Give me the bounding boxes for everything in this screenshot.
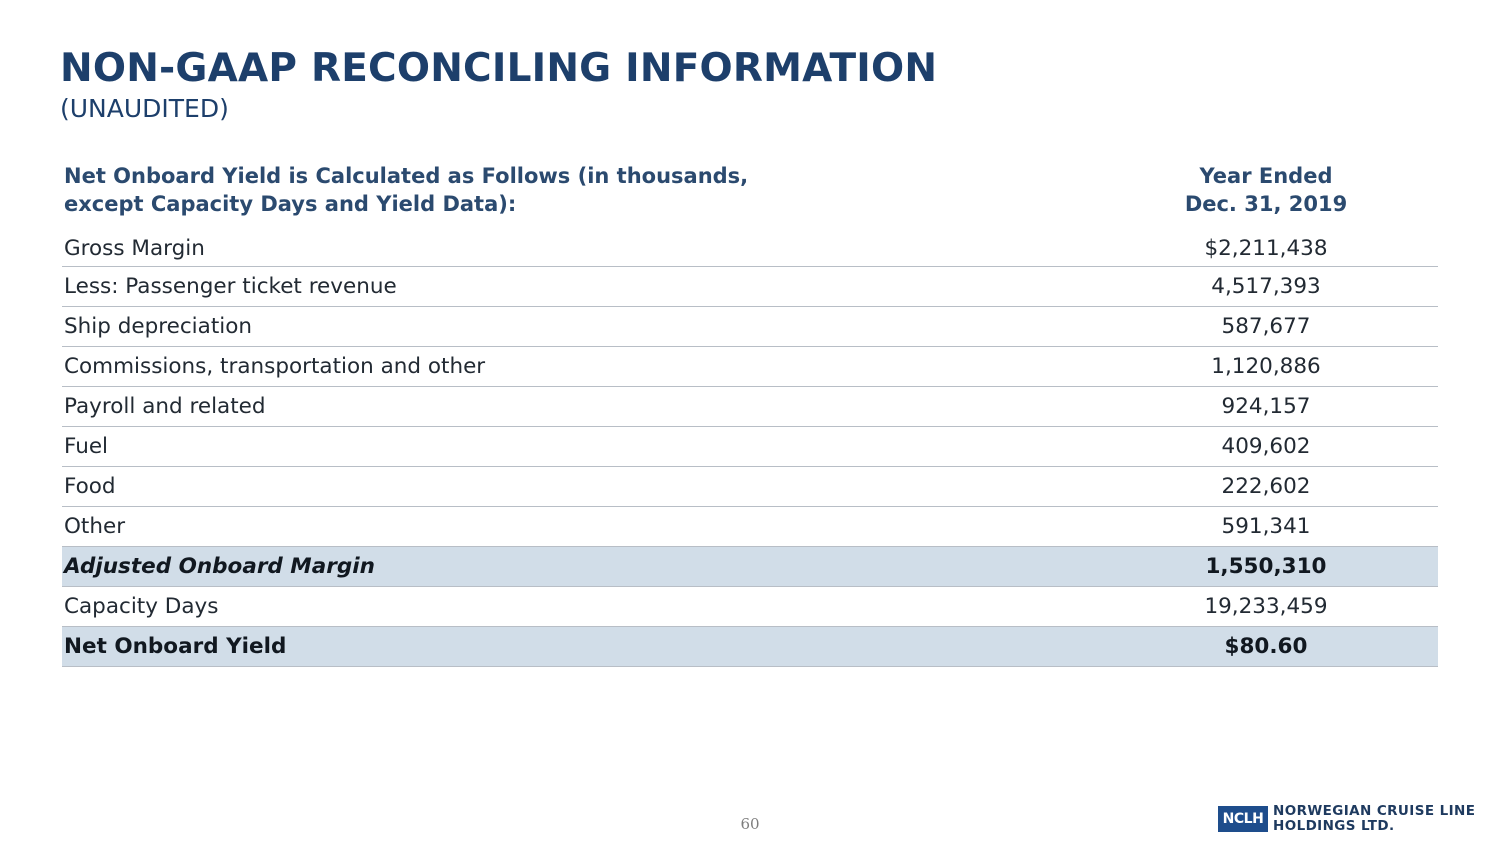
row-value: 591,341 bbox=[1221, 514, 1311, 539]
logo-text-line1: NORWEGIAN CRUISE LINE bbox=[1273, 803, 1476, 819]
row-value: 4,517,393 bbox=[1211, 274, 1321, 299]
table-header bbox=[62, 162, 1438, 230]
row-value: $2,211,438 bbox=[1204, 235, 1328, 261]
table-heading bbox=[62, 162, 784, 230]
row-value: 587,677 bbox=[1221, 314, 1311, 339]
table-row-gross-margin bbox=[62, 230, 1438, 267]
table-row-capacity-days bbox=[62, 587, 1438, 627]
row-label: Food bbox=[64, 474, 116, 499]
row-label: Payroll and related bbox=[64, 394, 266, 419]
row-value: $80.60 bbox=[1224, 634, 1308, 659]
row-label: Adjusted Onboard Margin bbox=[64, 554, 375, 579]
table-row-commissions bbox=[62, 347, 1438, 387]
row-label: Commissions, transportation and other bbox=[64, 354, 486, 379]
row-label: Gross Margin bbox=[64, 235, 205, 261]
table-row-adjusted-onboard-margin bbox=[62, 547, 1438, 587]
row-label: Capacity Days bbox=[64, 594, 219, 619]
nclh-logo-mark: NCLH bbox=[1218, 806, 1268, 832]
table-row-payroll bbox=[62, 387, 1438, 427]
logo-text bbox=[1273, 804, 1475, 834]
row-value: 409,602 bbox=[1221, 434, 1311, 459]
page-number: 60 bbox=[740, 815, 760, 833]
row-value: 1,120,886 bbox=[1211, 354, 1321, 379]
table-row-net-onboard-yield bbox=[62, 627, 1438, 667]
row-value: 1,550,310 bbox=[1205, 554, 1327, 579]
column-header-line2: Dec. 31, 2019 bbox=[1184, 192, 1348, 216]
row-label: Less: Passenger ticket revenue bbox=[64, 274, 397, 299]
table-row-passenger-ticket-revenue bbox=[62, 267, 1438, 307]
logo-text-line2: HOLDINGS LTD. bbox=[1273, 818, 1395, 834]
row-label: Net Onboard Yield bbox=[64, 634, 287, 659]
table-heading-line2: except Capacity Days and Yield Data): bbox=[64, 192, 517, 216]
table-row-food bbox=[62, 467, 1438, 507]
table-row-ship-depreciation bbox=[62, 307, 1438, 347]
company-logo bbox=[1218, 804, 1475, 834]
column-header-line1: Year Ended bbox=[1199, 164, 1333, 188]
page-title: NON-GAAP RECONCILING INFORMATION bbox=[60, 46, 938, 91]
row-label: Fuel bbox=[64, 434, 109, 459]
row-label: Other bbox=[64, 514, 126, 539]
column-header-year bbox=[1116, 162, 1416, 230]
page-subtitle: (UNAUDITED) bbox=[60, 94, 229, 123]
row-value: 222,602 bbox=[1221, 474, 1311, 499]
row-label: Ship depreciation bbox=[64, 314, 252, 339]
table-heading-line1: Net Onboard Yield is Calculated as Follows (in thousands, bbox=[64, 164, 749, 188]
row-value: 924,157 bbox=[1221, 394, 1311, 419]
table-row-fuel bbox=[62, 427, 1438, 467]
row-value: 19,233,459 bbox=[1204, 594, 1328, 619]
table-row-other bbox=[62, 507, 1438, 547]
net-onboard-yield-table bbox=[62, 162, 1438, 667]
